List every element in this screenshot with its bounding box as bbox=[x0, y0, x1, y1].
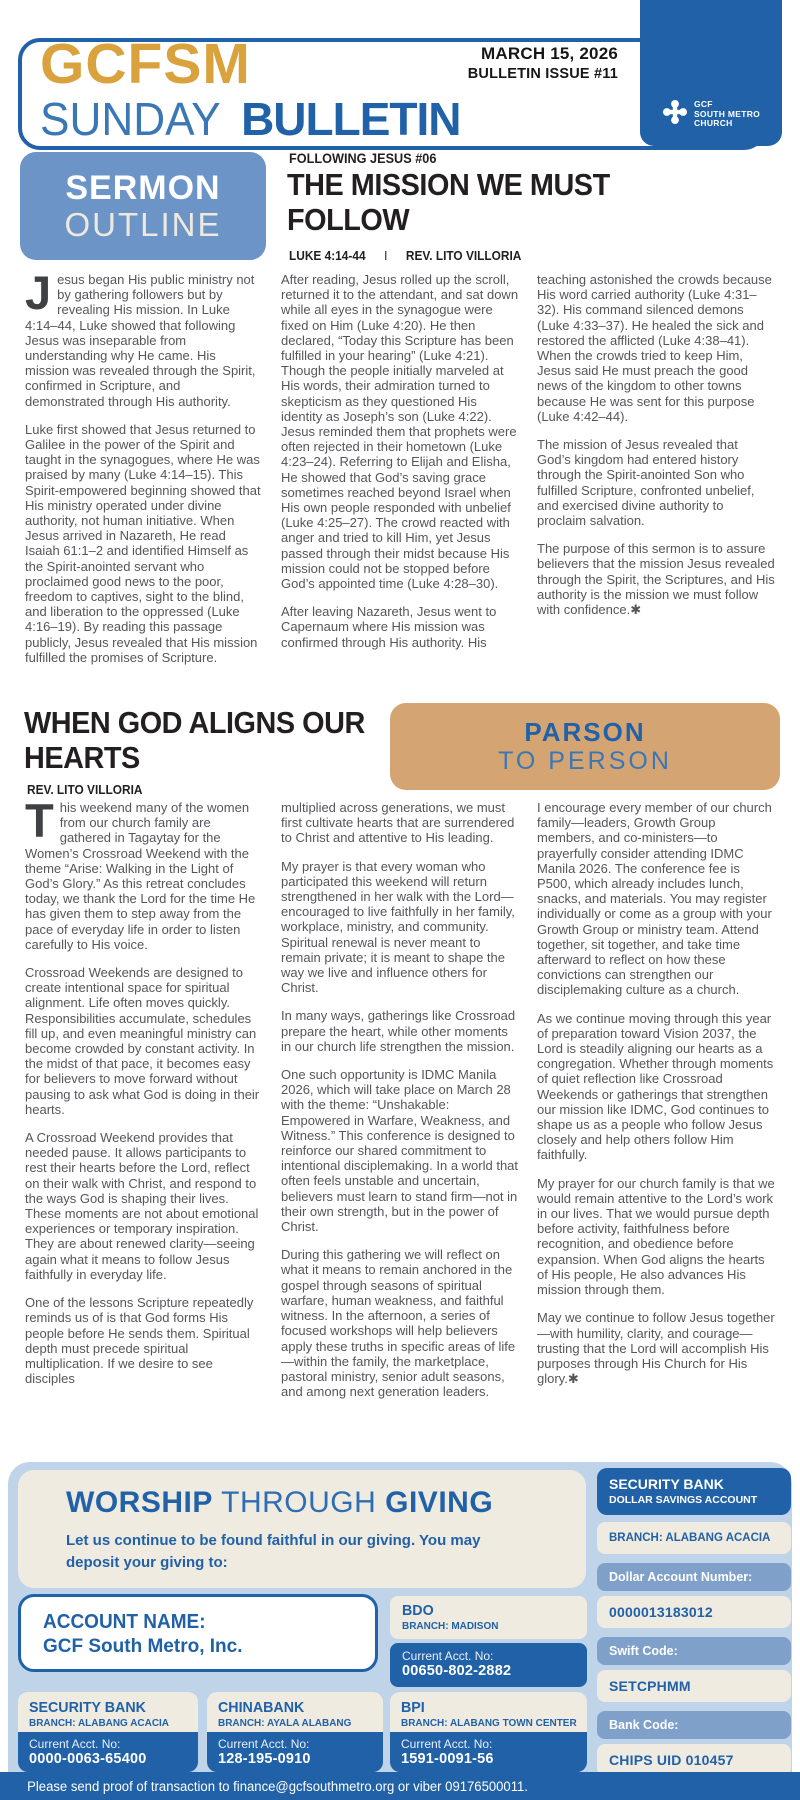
bank-card-account bbox=[390, 1643, 587, 1687]
sermon-body bbox=[25, 266, 775, 678]
brand-bulletin: BULLETIN bbox=[241, 93, 461, 145]
scripture-reference: LUKE 4:14-44 bbox=[289, 249, 366, 263]
logo-line3: CHURCH bbox=[693, 118, 733, 129]
paragraph: Jesus began His public ministry not by gathering followers but by revealing His mission. In Luke 4:14–44, Luke showed that following Jesus was inseparable from understanding why He came. His mission was revealed through the Spirit, confirmed in Scripture, and demonstrated through His authority. bbox=[25, 266, 256, 409]
paragraph: multiplied across generations, we must first cultivate hearts that are surrendered to Christ and attentive to His leading. bbox=[281, 800, 515, 846]
bank-card-bpi bbox=[390, 1692, 587, 1772]
giving-title-through: THROUGH bbox=[221, 1486, 377, 1519]
parson-column-2 bbox=[281, 800, 519, 1412]
paragraph: During this gathering we will reflect on what it means to remain anchored in the gospel through seasons of spiritual warfare, human weakness, and faithful witness. In the afternoon, a series of focused workshops will help believers apply these truths in specific areas of life—within the family, the marketplace, pastoral ministry, senior adult seasons, and among next generation leaders. bbox=[281, 1247, 516, 1400]
sermon-column-2 bbox=[281, 272, 519, 678]
paragraph: In many ways, gatherings like Crossroad prepare the heart, while other moments in our church life strengthen the mission. bbox=[281, 1008, 516, 1054]
paragraph: After leaving Nazareth, Jesus went to Capernaum where His mission was confirmed through His authority. His bbox=[281, 604, 497, 650]
parson-to-person-label bbox=[390, 703, 780, 790]
parson-column-3 bbox=[537, 800, 775, 1412]
dollar-account-header bbox=[597, 1468, 791, 1515]
series-kicker: FOLLOWING JESUS #06 bbox=[289, 151, 437, 166]
paragraph: A Crossroad Weekend provides that needed pause. It allows participants to rest their hearts before the Lord, reflect on their walk with Christ, and respond to the ways God is shaping their lives. These moments are not about emotional experiences or temporary inspiration. They are about renewed clarity—seeing again what it means to follow Jesus faithfully in everyday life. bbox=[25, 1130, 259, 1282]
account-name-box bbox=[18, 1594, 378, 1672]
issue-block bbox=[400, 44, 618, 82]
logo-line1: GCF bbox=[693, 98, 713, 109]
parson-column-1 bbox=[25, 794, 263, 1412]
bank-name: CHINABANK bbox=[218, 1699, 305, 1716]
account-number-label: Current Acct. No: bbox=[402, 1649, 494, 1663]
sermon-author: REV. LITO VILLORIA bbox=[405, 249, 522, 263]
logo-line2: SOUTH METRO bbox=[693, 108, 761, 119]
bank-branch: BRANCH: ALABANG TOWN CENTER bbox=[401, 1717, 577, 1729]
account-number: 1591-0091-56 bbox=[401, 1751, 494, 1767]
bank-card-security-bank bbox=[18, 1692, 198, 1772]
giving-subtitle: Let us continue to be found faithful in our giving. You may deposit your giving to: bbox=[66, 1532, 481, 1571]
parson-article-title: WHEN GOD ALIGNS OUR HEARTS bbox=[24, 705, 365, 775]
dollar-account-type: DOLLAR SAVINGS ACCOUNT bbox=[609, 1493, 758, 1506]
paragraph: I encourage every member of our church family—leaders, Growth Group members, and co-ministers—to prayerfully consider attending IDMC Manila 2026. The conference fee is P500, which already includes lunch, snacks, and materials. You may register individually or come as a group with your Growth Group or ministry team. Attend together, sit together, and take time afterward to reflect on how these convictions can strengthen our disciplemaking culture as a church. bbox=[537, 800, 772, 998]
byline-separator: I bbox=[384, 249, 388, 263]
bank-name: BDO bbox=[402, 1602, 434, 1619]
paragraph: Luke first showed that Jesus returned to Galilee in the power of the Spirit and taught in the synagogues, where He was praised by many (Luke 4:14–15). This Spirit-empowered beginning showed that His ministry operated under divine authority, not human initiative. When Jesus arrived in Nazareth, He read Isaiah 61:1–2 and identified Himself as the Spirit-anointed servant who proclaimed good news to the poor, freedom to captives, sight to the blind, and liberation to the oppressed (Luke 4:16–19). By reading this passage publicly, Jesus revealed that His mission fulfilled the promises of Scripture. bbox=[25, 421, 261, 665]
account-number-label: Current Acct. No: bbox=[401, 1737, 493, 1751]
sermon-column-1 bbox=[25, 266, 263, 678]
paragraph: The mission of Jesus revealed that God’s kingdom had entered history through the Spirit-anointed Son who fulfilled Scripture, confronted unbelief, and exercised divine authority to proclaim salvation. bbox=[537, 437, 755, 529]
dollar-bank-name: SECURITY BANK bbox=[609, 1476, 724, 1492]
dollar-account-column bbox=[597, 1468, 791, 1785]
bank-card-bdo bbox=[390, 1596, 587, 1687]
footer-bar bbox=[0, 1772, 800, 1800]
parson-label-line1: PARSON bbox=[524, 717, 646, 747]
paragraph: My prayer for our church family is that we would remain attentive to the Lord’s work in our lives. That we would pursue depth before activity, faithfulness before recognition, and obedience before expansion. When God aligns the hearts of His people, He also advances His mission through them. bbox=[537, 1175, 775, 1298]
brand-sunday: SUNDAY bbox=[40, 93, 221, 145]
paragraph: The purpose of this sermon is to assure believers that the mission Jesus revealed through the Spirit, the Scriptures, and His authority is the mission we must follow with confidence.✱ bbox=[537, 541, 775, 618]
dollar-account-number-label: Dollar Account Number: bbox=[597, 1563, 791, 1591]
bank-card-account bbox=[207, 1732, 383, 1772]
sermon-column-3 bbox=[537, 272, 775, 678]
brand-gcfsm: GCFSM bbox=[40, 32, 251, 96]
sermon-label-line1: SERMON bbox=[65, 169, 221, 207]
paragraph: This weekend many of the women from our church family are gathered in Tagaytay for the Women’s Crossroad Weekend with the theme “Arise: Walking in the Light of God’s Glory.” As this retreat concludes today, we thank the Lord for the time He has given them to step away from the pace of everyday life in order to listen carefully to His voice. bbox=[25, 794, 256, 952]
paragraph: My prayer is that every woman who participated this weekend will return strengthened in her walk with the Lord—encouraged to live faithfully in her family, workplace, ministry, and community. Spiritual renewal is never meant to remain private; it is meant to shape the way we live and influence others for Christ. bbox=[281, 858, 515, 996]
bank-name: BPI bbox=[401, 1699, 425, 1716]
bank-card-header bbox=[390, 1596, 587, 1639]
sermon-outline-label bbox=[20, 152, 266, 260]
parson-article-author: REV. LITO VILLORIA bbox=[27, 783, 143, 797]
account-number: 128-195-0910 bbox=[218, 1751, 311, 1767]
paragraph: As we continue moving through this year of preparation toward Vision 2037, the Lord is steadily aligning our hearts as a congregation. Whether through moments of quiet reflection like Crossroad Weekends or gatherings that strengthen our mission like IDMC, God continues to shape us as a people who follow Jesus closely and help others follow Him faithfully. bbox=[537, 1010, 774, 1163]
paragraph: After reading, Jesus rolled up the scroll, returned it to the attendant, and sat down while all eyes in the synagogue were fixed on Him (Luke 4:20). He then declared, “Today this Scripture has been fulfilled in your hearing” (Luke 4:21). Though the people initially marveled at His words, their admiration turned to skepticism as they questioned His identity as Joseph’s son (Luke 4:22). Jesus reminded them that prophets were often rejected in their hometown (Luke 4:23–24). Referring to Elijah and Elisha, He showed that God’s saving grace sometimes reached beyond Israel when His own people responded with unbelief (Luke 4:25–27). The crowd reacted with anger and tried to kill Him, yet Jesus passed through their midst because His mission could not be stopped before God’s appointed time (Luke 4:28–30). bbox=[281, 272, 519, 592]
parson-label-line2: TO PERSON bbox=[498, 747, 672, 775]
bank-card-header bbox=[390, 1692, 587, 1732]
paragraph: teaching astonished the crowds because His word carried authority (Luke 4:31–32). His command silenced demons (Luke 4:33–37). He healed the sick and restored the afflicted (Luke 4:38–41). When the crowds tried to keep Him, Jesus said He must preach the good news of the kingdom to other towns because He was sent for this purpose (Luke 4:42–44). bbox=[537, 272, 772, 424]
parson-article-body bbox=[25, 794, 775, 1412]
bank-name: SECURITY BANK bbox=[29, 1699, 146, 1716]
paragraph: May we continue to follow Jesus together—with humility, clarity, and courage—trusting that the Lord will accomplish His purposes through His Church for His glory.✱ bbox=[537, 1310, 775, 1387]
bulletin-date: MARCH 15, 2026 bbox=[481, 44, 618, 63]
masthead bbox=[40, 32, 461, 145]
sermon-title: THE MISSION WE MUST FOLLOW bbox=[287, 167, 610, 237]
dollar-account-number: 0000013183012 bbox=[597, 1596, 791, 1628]
bulletin-issue-number: BULLETIN ISSUE #11 bbox=[467, 66, 618, 82]
bank-card-header bbox=[18, 1692, 198, 1732]
bank-card-chinabank bbox=[207, 1692, 383, 1772]
account-name-value: GCF South Metro, Inc. bbox=[43, 1636, 243, 1657]
bank-branch: BRANCH: AYALA ALABANG bbox=[218, 1717, 352, 1729]
footer-note: Please send proof of transaction to finance@gcfsouthmetro.org or viber 09176500011. bbox=[27, 1778, 528, 1794]
bank-code: CHIPS UID 010457 bbox=[597, 1744, 791, 1776]
worship-through-giving-box bbox=[18, 1470, 586, 1588]
swift-code: SETCPHMM bbox=[597, 1670, 791, 1702]
giving-title-giving: GIVING bbox=[385, 1486, 494, 1519]
account-number-label: Current Acct. No: bbox=[218, 1737, 310, 1751]
bank-card-header bbox=[207, 1692, 383, 1732]
paragraph: Crossroad Weekends are designed to create intentional space for spiritual alignment. Life often moves quickly. Responsibilities accumulate, schedules fill up, and even meaningful ministry can become crowded by constant activity. In the midst of that pace, it becomes easy for believers to move forward without pausing to ask what God is doing in their hearts. bbox=[25, 965, 260, 1117]
paragraph: One such opportunity is IDMC Manila 2026, which will take place on March 28 with the theme: “Unshakable: Empowered in Warfare, Weakness, and Witness.” This conference is designed to reinforce our shared commitment to intentional disciplemaking. In a world that often feels unstable and uncertain, believers must learn to stand firm—not in their own strength, but in the power of Christ. bbox=[281, 1067, 519, 1235]
account-name-label: ACCOUNT NAME: bbox=[43, 1611, 206, 1633]
giving-title bbox=[66, 1486, 586, 1520]
church-logo-box bbox=[640, 0, 782, 146]
bank-branch: BRANCH: MADISON bbox=[402, 1620, 499, 1632]
sermon-byline bbox=[289, 249, 521, 263]
giving-title-worship: WORSHIP bbox=[66, 1486, 213, 1519]
church-logo bbox=[662, 99, 760, 130]
gcf-cross-icon bbox=[662, 99, 688, 130]
church-logo-text bbox=[694, 100, 760, 129]
account-number-label: Current Acct. No: bbox=[29, 1737, 121, 1751]
sermon-label-line2: OUTLINE bbox=[64, 206, 222, 243]
brand-subtitle bbox=[40, 93, 461, 145]
bank-branch: BRANCH: ALABANG ACACIA bbox=[29, 1717, 170, 1729]
account-number: 0000-0063-65400 bbox=[29, 1751, 147, 1767]
account-number: 00650-802-2882 bbox=[402, 1663, 512, 1679]
dollar-branch: BRANCH: ALABANG ACACIA bbox=[597, 1522, 791, 1554]
bank-card-account bbox=[390, 1732, 587, 1772]
bank-code-label: Bank Code: bbox=[597, 1711, 791, 1739]
paragraph: One of the lessons Scripture repeatedly reminds us of is that God forms His people before He sends them. Spiritual depth must precede spiritual multiplication. If we desire to see disciples bbox=[25, 1295, 254, 1387]
bank-card-account bbox=[18, 1732, 198, 1772]
swift-code-label: Swift Code: bbox=[597, 1637, 791, 1665]
